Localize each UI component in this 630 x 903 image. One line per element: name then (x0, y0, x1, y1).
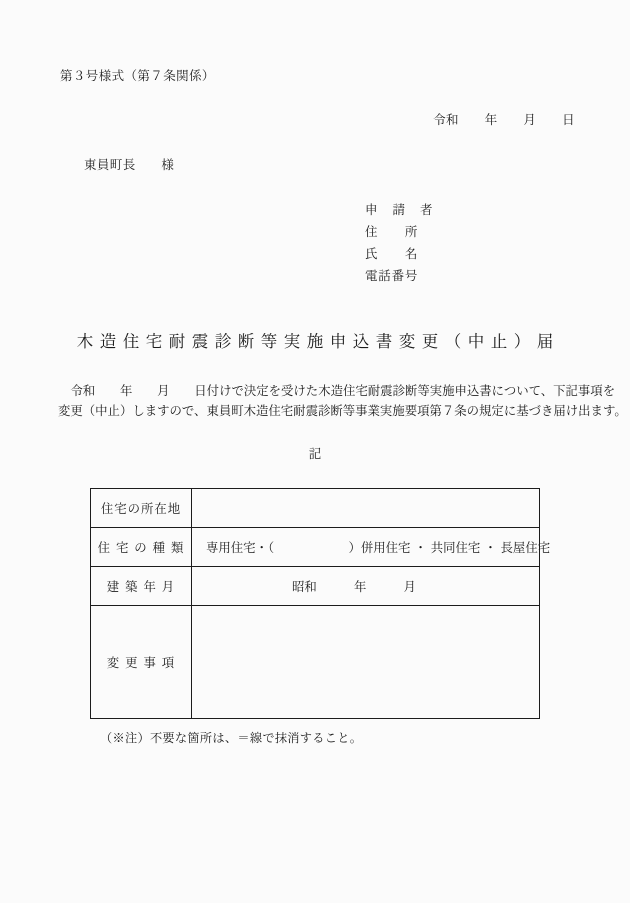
body-paragraph-line-2: 変更（中止）しますので、東員町木造住宅耐震診断等事業実施要項第７条の規定に基づき届け出ます。 (58, 402, 627, 418)
body-paragraph-line-1: 令和 年 月 日付けで決定を受けた木造住宅耐震診断等実施申込書について、下記事項を (58, 383, 616, 398)
table-value-build-date[interactable]: 昭和 年 月 (192, 567, 540, 606)
table-label-location: 住宅の所在地 (91, 489, 192, 528)
table-row (91, 528, 540, 567)
table-value-house-type[interactable]: 専用住宅・（ ）併用住宅 ・ 共同住宅 ・ 長屋住宅 (192, 528, 540, 567)
table-label-house-type: 住 宅 の 種 類 (91, 528, 192, 567)
ki-marker: 記 (308, 446, 322, 461)
table-row (91, 567, 540, 606)
document-title: 木造住宅耐震診断等実施申込書変更（中止）届 (76, 332, 560, 351)
applicant-label: 申 請 者 (365, 202, 438, 217)
applicant-address-label: 住 所 (365, 224, 419, 239)
table-row (91, 489, 540, 528)
application-change-table (90, 488, 551, 719)
addressee-line: 東員町長 様 (84, 157, 175, 172)
table-value-change-items[interactable] (192, 606, 540, 719)
body-paragraph (58, 381, 627, 420)
table-label-change-items: 変 更 事 項 (91, 606, 192, 719)
form-number: 第３号様式（第７条関係） (60, 68, 215, 83)
applicant-phone-label: 電話番号 (365, 268, 419, 283)
applicant-block (365, 199, 438, 287)
applicant-name-label: 氏 名 (365, 246, 419, 261)
table-row (91, 606, 540, 719)
table-label-build-date: 建 築 年 月 (91, 567, 192, 606)
date-line: 令和 年 月 日 (433, 112, 575, 127)
footnote: （※注）不要な箇所は、＝線で抹消すること。 (100, 731, 363, 745)
table-value-location[interactable] (192, 489, 540, 528)
